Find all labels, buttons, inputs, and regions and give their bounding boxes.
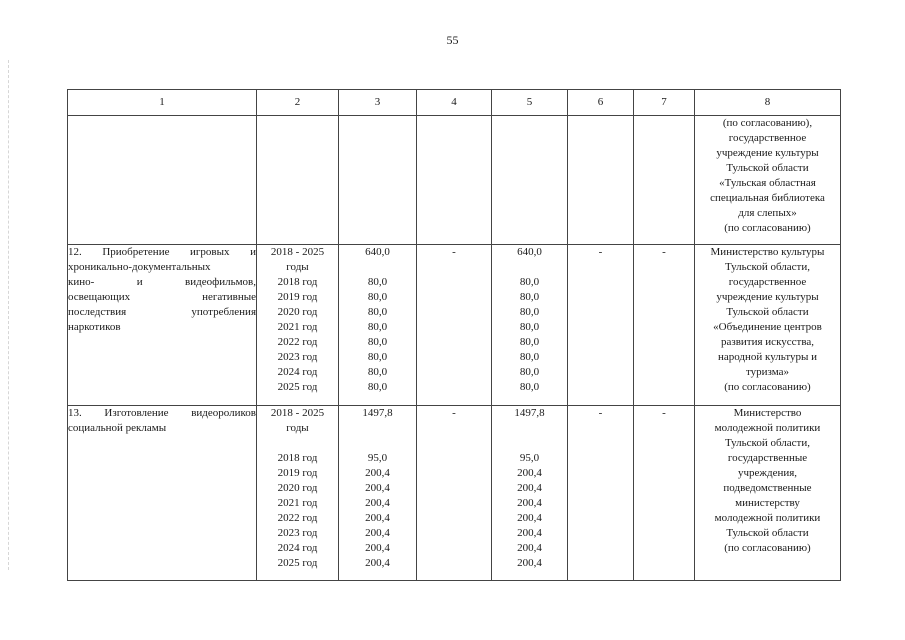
row13-col5-values: 1497,8 95,0 200,4 200,4 200,4 200,4 200,4 200,4 200,4 <box>492 406 568 581</box>
page-number: 55 <box>446 33 459 47</box>
table-row-13 <box>68 406 841 581</box>
row13-period: 2018 - 2025 годы 2018 год 2019 год 2020 год 2021 год 2022 год 2023 год 2024 год 2025 год <box>257 406 339 581</box>
header-col-7: 7 <box>634 90 695 116</box>
table-row-12 <box>68 245 841 406</box>
continuation-executors: (по согласованию), государственное учреждение культуры Тульской области «Тульская областная специальная библиотека для слепых» (по согласованию) <box>695 116 841 245</box>
row12-executors: Министерство культуры Тульской области, государственное учреждение культуры Тульской области «Объединение центров развития искусства, народной культуры и туризма» (по согласованию) <box>695 245 841 406</box>
row12-col4: - <box>417 245 492 406</box>
header-col-2: 2 <box>257 90 339 116</box>
continuation-col-5 <box>492 116 568 245</box>
header-col-1: 1 <box>68 90 257 116</box>
row13-years-list: 2018 год 2019 год 2020 год 2021 год 2022 год 2023 год 2024 год 2025 год <box>277 452 318 569</box>
row13-col6: - <box>568 406 634 581</box>
row12-col3-values: 640,0 80,0 80,0 80,0 80,0 80,0 80,0 80,0 80,0 <box>339 245 417 406</box>
header-col-3: 3 <box>339 90 417 116</box>
row12-years-list: 2018 год 2019 год 2020 год 2021 год 2022 год 2023 год 2024 год 2025 год <box>277 276 318 393</box>
header-col-8: 8 <box>695 90 841 116</box>
continuation-col-2 <box>257 116 339 245</box>
header-col-6: 6 <box>568 90 634 116</box>
row12-activity-name: 12. Приобретение игровых и хроникально-документальных кино- и видеофильмов, освещающих негативные последствия употребления наркотиков <box>68 245 257 406</box>
continuation-col-1 <box>68 116 257 245</box>
continuation-col-7 <box>634 116 695 245</box>
row13-activity-name: 13. Изготовление видеороликов социальной рекламы <box>68 406 257 581</box>
continuation-col-6 <box>568 116 634 245</box>
row13-executors: Министерство молодежной политики Тульской области, государственные учреждения, подведомственные министерству молодежной политики Тульской области (по согласованию) <box>695 406 841 581</box>
header-row <box>68 90 841 116</box>
row12-period: 2018 - 2025 годы 2018 год 2019 год 2020 год 2021 год 2022 год 2023 год 2024 год 2025 год <box>257 245 339 406</box>
scan-edge-line <box>8 60 9 570</box>
header-col-5: 5 <box>492 90 568 116</box>
continuation-col-3 <box>339 116 417 245</box>
row12-col7: - <box>634 245 695 406</box>
row13-col4: - <box>417 406 492 581</box>
continuation-col-4 <box>417 116 492 245</box>
continuation-row <box>68 116 841 245</box>
row12-col6: - <box>568 245 634 406</box>
row12-col5-values: 640,0 80,0 80,0 80,0 80,0 80,0 80,0 80,0 80,0 <box>492 245 568 406</box>
header-col-4: 4 <box>417 90 492 116</box>
row13-col3-values: 1497,8 95,0 200,4 200,4 200,4 200,4 200,4 200,4 200,4 <box>339 406 417 581</box>
row13-col7: - <box>634 406 695 581</box>
program-table <box>67 89 841 581</box>
